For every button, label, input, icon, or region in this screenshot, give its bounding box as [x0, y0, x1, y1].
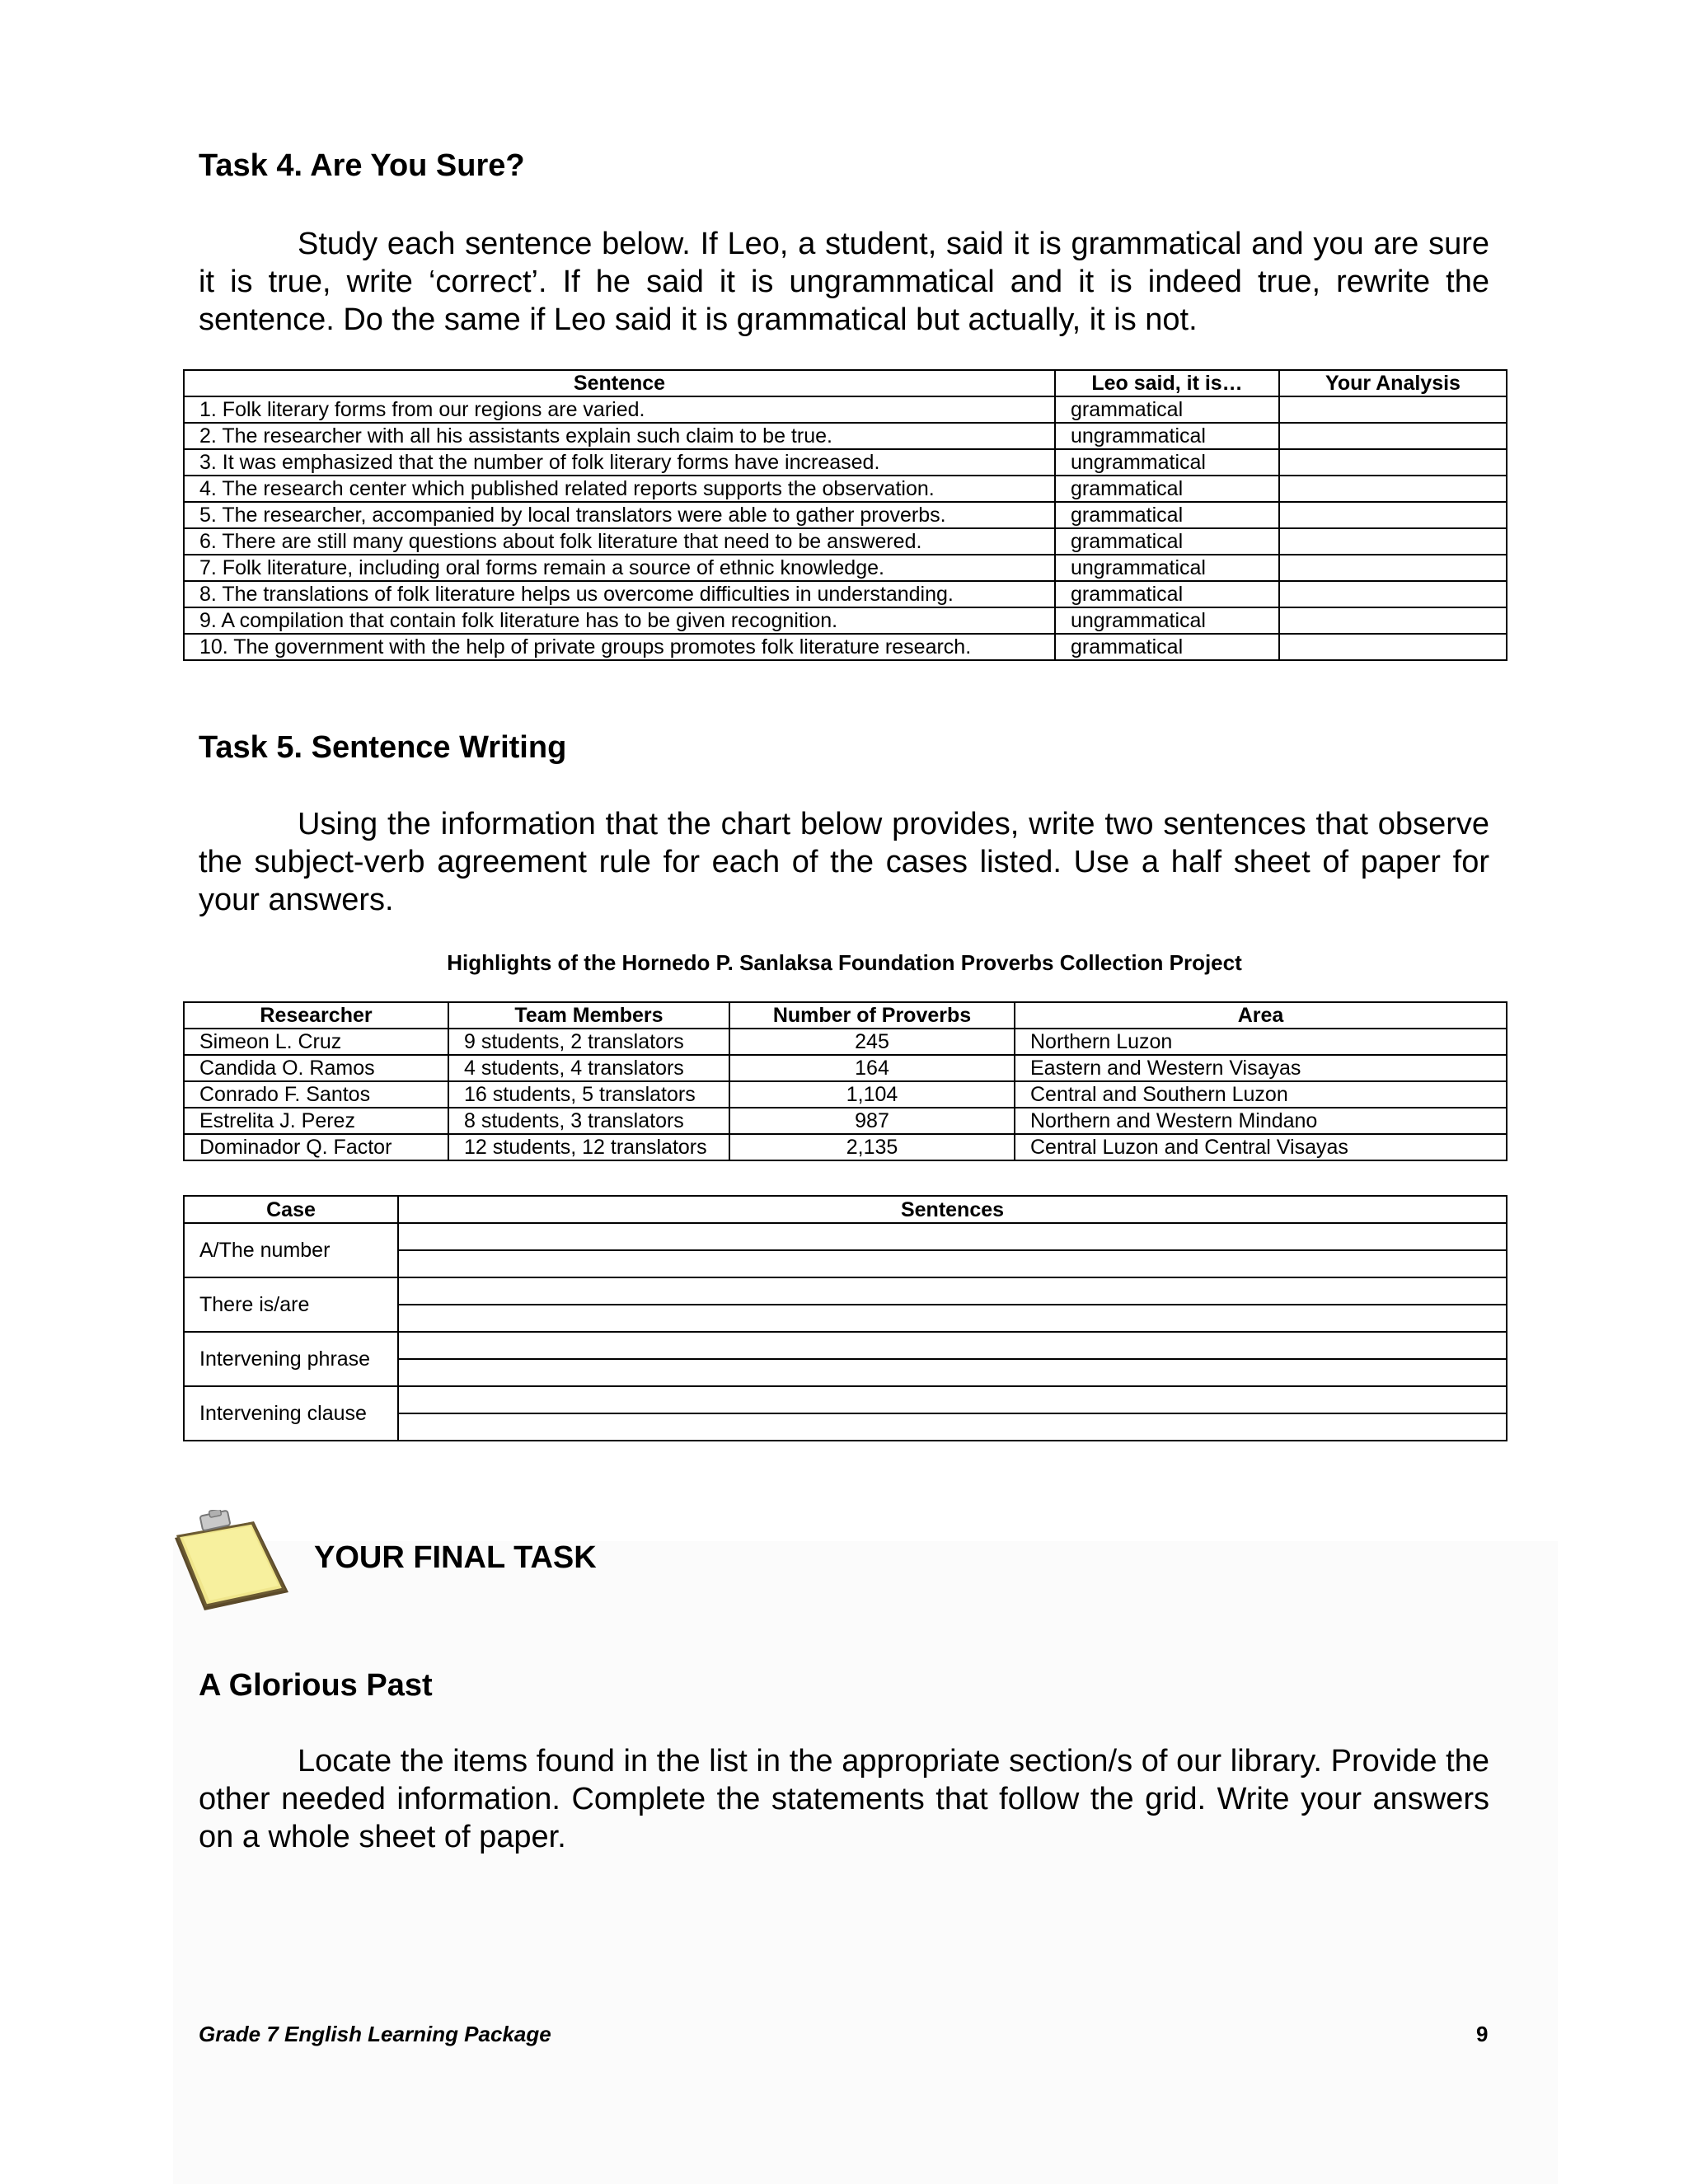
table-row — [184, 423, 1507, 449]
analysis-answer-cell[interactable] — [1279, 502, 1507, 528]
analysis-answer-cell[interactable] — [1279, 607, 1507, 634]
sentence-cell: 10. The government with the help of private groups promotes folk literature research. — [184, 634, 1055, 660]
header-case: Case — [184, 1196, 398, 1223]
sentence-answer-line[interactable] — [398, 1413, 1507, 1441]
leo-said-cell: grammatical — [1055, 581, 1279, 607]
analysis-answer-cell[interactable] — [1279, 396, 1507, 423]
header-researcher: Researcher — [184, 1002, 448, 1029]
proverbs-chart-table — [183, 1001, 1507, 1161]
sentence-cell: 5. The researcher, accompanied by local translators were able to gather proverbs. — [184, 502, 1055, 528]
header-team-members: Team Members — [448, 1002, 729, 1029]
table-row — [184, 502, 1507, 528]
leo-said-cell: ungrammatical — [1055, 607, 1279, 634]
header-area: Area — [1015, 1002, 1507, 1029]
case-cell: Intervening clause — [184, 1386, 398, 1441]
area-cell: Central and Southern Luzon — [1015, 1081, 1507, 1108]
leo-said-cell: ungrammatical — [1055, 449, 1279, 476]
sentence-cell: 3. It was emphasized that the number of folk literary forms have increased. — [184, 449, 1055, 476]
page-number: 9 — [1476, 2022, 1489, 2046]
footer-title: Grade 7 English Learning Package — [199, 2022, 551, 2046]
table-row — [184, 449, 1507, 476]
table-row — [184, 1277, 1507, 1305]
sentence-answer-line[interactable] — [398, 1305, 1507, 1332]
analysis-answer-cell[interactable] — [1279, 528, 1507, 555]
task5-instructions — [199, 805, 1489, 919]
leo-said-cell: ungrammatical — [1055, 423, 1279, 449]
table-row — [184, 1332, 1507, 1359]
table-row — [184, 1081, 1507, 1108]
sentence-answer-line[interactable] — [398, 1359, 1507, 1386]
number-of-proverbs-cell: 2,135 — [729, 1134, 1015, 1160]
task5-instructions-text: Using the information that the chart below provides, write two sentences that observe the subject-verb agreement rule for each of the cases listed. Use a half sheet of paper for your answers. — [199, 807, 1489, 917]
cases-table-header — [184, 1196, 1507, 1223]
table-row — [184, 396, 1507, 423]
sentence-cell: 9. A compilation that contain folk literature has to be given recognition. — [184, 607, 1055, 634]
header-sentences: Sentences — [398, 1196, 1507, 1223]
analysis-answer-cell[interactable] — [1279, 449, 1507, 476]
task4-table-header — [184, 370, 1507, 396]
final-task-instructions — [199, 1742, 1489, 1856]
table-row — [184, 555, 1507, 581]
researcher-cell: Dominador Q. Factor — [184, 1134, 448, 1160]
table-row — [184, 1029, 1507, 1055]
final-task-heading: YOUR FINAL TASK — [314, 1540, 597, 1575]
leo-said-cell: ungrammatical — [1055, 555, 1279, 581]
case-cell: Intervening phrase — [184, 1332, 398, 1386]
table-row — [184, 634, 1507, 660]
sentence-cell: 1. Folk literary forms from our regions are varied. — [184, 396, 1055, 423]
analysis-answer-cell[interactable] — [1279, 555, 1507, 581]
table-row — [184, 607, 1507, 634]
sentence-cell: 6. There are still many questions about folk literature that need to be answered. — [184, 528, 1055, 555]
leo-said-cell: grammatical — [1055, 634, 1279, 660]
sentence-answer-line[interactable] — [398, 1250, 1507, 1277]
header-sentence: Sentence — [184, 370, 1055, 396]
sentence-cell: 7. Folk literature, including oral forms remain a source of ethnic knowledge. — [184, 555, 1055, 581]
sentence-answer-line[interactable] — [398, 1223, 1507, 1250]
task4-table — [183, 369, 1507, 661]
sentence-cell: 8. The translations of folk literature helps us overcome difficulties in understanding. — [184, 581, 1055, 607]
proverbs-chart-header — [184, 1002, 1507, 1029]
case-cell: A/The number — [184, 1223, 398, 1277]
area-cell: Central Luzon and Central Visayas — [1015, 1134, 1507, 1160]
task4-heading: Task 4. Are You Sure? — [199, 148, 525, 183]
table-row — [184, 476, 1507, 502]
team-members-cell: 12 students, 12 translators — [448, 1134, 729, 1160]
leo-said-cell: grammatical — [1055, 528, 1279, 555]
sentence-answer-line[interactable] — [398, 1386, 1507, 1413]
page-shadow-area — [173, 1541, 1558, 2184]
team-members-cell: 8 students, 3 translators — [448, 1108, 729, 1134]
number-of-proverbs-cell: 245 — [729, 1029, 1015, 1055]
task4-instructions-text: Study each sentence below. If Leo, a student, said it is grammatical and you are sure it is true, write ‘correct’. If he said it is ungrammatical and it is indeed true, rewrite the sentence. Do the same if Leo said it is grammatical but actually, it is not. — [199, 227, 1489, 337]
team-members-cell: 4 students, 4 translators — [448, 1055, 729, 1081]
sentence-cell: 2. The researcher with all his assistants explain such claim to be true. — [184, 423, 1055, 449]
analysis-answer-cell[interactable] — [1279, 476, 1507, 502]
area-cell: Northern and Western Mindano — [1015, 1108, 1507, 1134]
header-number-of-proverbs: Number of Proverbs — [729, 1002, 1015, 1029]
sentence-cell: 4. The research center which published related reports supports the observation. — [184, 476, 1055, 502]
researcher-cell: Conrado F. Santos — [184, 1081, 448, 1108]
table-row — [184, 1386, 1507, 1413]
sentence-answer-line[interactable] — [398, 1277, 1507, 1305]
researcher-cell: Estrelita J. Perez — [184, 1108, 448, 1134]
leo-said-cell: grammatical — [1055, 502, 1279, 528]
number-of-proverbs-cell: 164 — [729, 1055, 1015, 1081]
number-of-proverbs-cell: 987 — [729, 1108, 1015, 1134]
table-row — [184, 1108, 1507, 1134]
header-your-analysis: Your Analysis — [1279, 370, 1507, 396]
analysis-answer-cell[interactable] — [1279, 423, 1507, 449]
area-cell: Eastern and Western Visayas — [1015, 1055, 1507, 1081]
leo-said-cell: grammatical — [1055, 476, 1279, 502]
table-row — [184, 581, 1507, 607]
table-row — [184, 528, 1507, 555]
sentence-answer-line[interactable] — [398, 1332, 1507, 1359]
team-members-cell: 9 students, 2 translators — [448, 1029, 729, 1055]
researcher-cell: Candida O. Ramos — [184, 1055, 448, 1081]
analysis-answer-cell[interactable] — [1279, 581, 1507, 607]
table-row — [184, 1134, 1507, 1160]
clipboard-icon — [171, 1510, 293, 1614]
case-cell: There is/are — [184, 1277, 398, 1332]
team-members-cell: 16 students, 5 translators — [448, 1081, 729, 1108]
cases-table — [183, 1195, 1507, 1441]
task5-heading: Task 5. Sentence Writing — [199, 730, 567, 765]
table-row — [184, 1055, 1507, 1081]
final-task-subheading: A Glorious Past — [199, 1668, 433, 1703]
leo-said-cell: grammatical — [1055, 396, 1279, 423]
analysis-answer-cell[interactable] — [1279, 634, 1507, 660]
final-task-instructions-text: Locate the items found in the list in the appropriate section/s of our library. Provide the other needed information. Complete the statements that follow the grid. Write your answers on a whole sheet of paper. — [199, 1744, 1489, 1854]
task4-instructions — [199, 225, 1489, 339]
researcher-cell: Simeon L. Cruz — [184, 1029, 448, 1055]
chart-caption: Highlights of the Hornedo P. Sanlaksa Foundation Proverbs Collection Project — [447, 950, 1242, 975]
area-cell: Northern Luzon — [1015, 1029, 1507, 1055]
table-row — [184, 1223, 1507, 1250]
number-of-proverbs-cell: 1,104 — [729, 1081, 1015, 1108]
header-leo-said: Leo said, it is… — [1055, 370, 1279, 396]
